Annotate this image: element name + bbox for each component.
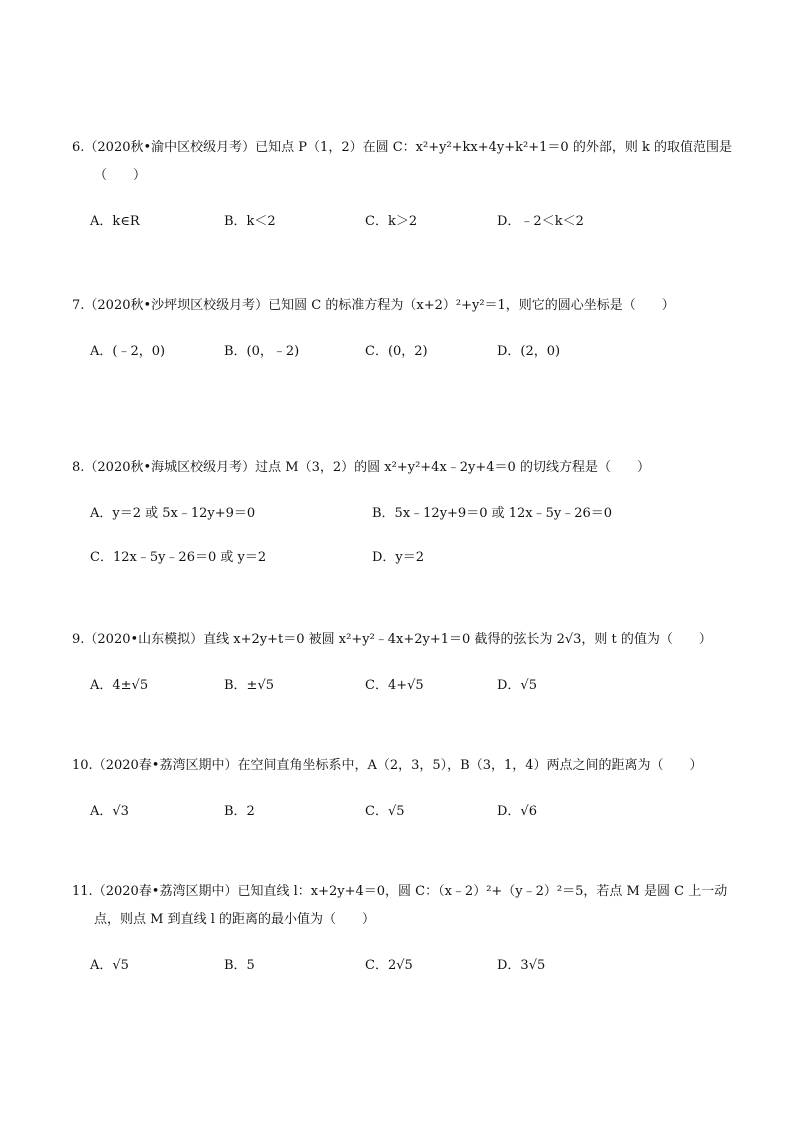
option-a[interactable]: A．k∈R — [90, 214, 140, 229]
question-source: （2020•山东模拟） — [84, 632, 204, 647]
question-stem — [72, 878, 732, 906]
options-row — [72, 674, 732, 698]
option-b[interactable]: B．±√5 — [224, 678, 275, 693]
options-row-1 — [72, 502, 732, 526]
option-d[interactable]: D．(2，0) — [497, 344, 561, 359]
option-b[interactable]: B．5x﹣12y+9＝0 或 12x﹣5y﹣26＝0 — [372, 506, 613, 521]
question-text: 已知圆 C 的标准方程为（x+2）²+y²＝1，则它的圆心坐标是（ ） — [268, 298, 675, 313]
question-stem — [72, 626, 732, 654]
question-stem — [72, 454, 732, 482]
question-number: 8. — [72, 460, 85, 475]
question-text: 已知点 P（1，2）在圆 C：x²+y²+kx+4y+k²+1＝0 的外部，则 k 的取值范围是 — [255, 140, 732, 155]
option-c[interactable]: C．12x﹣5y﹣26＝0 或 y＝2 — [90, 550, 267, 565]
option-d[interactable]: D．y＝2 — [372, 550, 425, 565]
option-a[interactable]: A．√3 — [90, 804, 129, 819]
option-c[interactable]: C．√5 — [365, 804, 405, 819]
question-text-continued: 点，则点 M 到直线 l 的距离的最小值为（ ） — [94, 912, 375, 927]
question-source: （2020秋•渝中区校级月考） — [84, 140, 256, 155]
option-c[interactable]: C．2√5 — [365, 958, 413, 973]
option-b[interactable]: B．5 — [224, 958, 255, 973]
option-c[interactable]: C．(0，2) — [365, 344, 428, 359]
option-c[interactable]: C．k＞2 — [365, 214, 418, 229]
options-row — [72, 210, 732, 234]
question-7 — [72, 292, 732, 364]
option-a[interactable]: A．√5 — [90, 958, 129, 973]
question-number: 10. — [72, 758, 93, 773]
question-source: （2020秋•沙坪坝区校级月考） — [84, 298, 269, 313]
question-8 — [72, 454, 732, 570]
question-11 — [72, 878, 732, 978]
question-text: 过点 M（3，2）的圆 x²+y²+4x﹣2y+4＝0 的切线方程是（ ） — [255, 460, 650, 475]
option-d[interactable]: D．﹣2＜k＜2 — [497, 214, 584, 229]
question-stem — [72, 292, 732, 320]
option-d[interactable]: D．√6 — [497, 804, 537, 819]
question-number: 11. — [72, 884, 93, 899]
options-row — [72, 800, 732, 824]
option-b[interactable]: B．(0，﹣2) — [224, 344, 300, 359]
option-b[interactable]: B．k＜2 — [224, 214, 276, 229]
question-number: 9. — [72, 632, 85, 647]
question-6 — [72, 134, 732, 234]
options-row-2 — [72, 546, 732, 570]
question-source: （2020秋•海城区校级月考） — [84, 460, 256, 475]
question-text: 直线 x+2y+t＝0 被圆 x²+y²﹣4x+2y+1＝0 截得的弦长为 2√3，则 t 的值为（ ） — [203, 632, 712, 647]
question-text: 在空间直角坐标系中，A（2，3，5），B（3，1，4）两点之间的距离为（ ） — [237, 758, 703, 773]
question-number: 6. — [72, 140, 85, 155]
question-stem — [72, 752, 732, 780]
question-number: 7. — [72, 298, 85, 313]
question-source: （2020春•荔湾区期中） — [92, 758, 238, 773]
option-c[interactable]: C．4+√5 — [365, 678, 424, 693]
question-stem — [72, 134, 732, 162]
option-a[interactable]: A．(﹣2，0) — [90, 344, 166, 359]
question-10 — [72, 752, 732, 824]
answer-paren: （ ） — [94, 168, 147, 183]
option-d[interactable]: D．√5 — [497, 678, 537, 693]
options-row — [72, 340, 732, 364]
question-9 — [72, 626, 732, 698]
option-a[interactable]: A．4±√5 — [90, 678, 149, 693]
question-source: （2020春•荔湾区期中） — [92, 884, 238, 899]
option-a[interactable]: A．y＝2 或 5x﹣12y+9＝0 — [90, 506, 256, 521]
option-b[interactable]: B．2 — [224, 804, 255, 819]
question-text: 已知直线 l：x+2y+4＝0，圆 C：（x﹣2）²+（y﹣2）²＝5，若点 M 是圆 C 上一动 — [237, 884, 728, 899]
option-d[interactable]: D．3√5 — [497, 958, 546, 973]
options-row — [72, 954, 732, 978]
